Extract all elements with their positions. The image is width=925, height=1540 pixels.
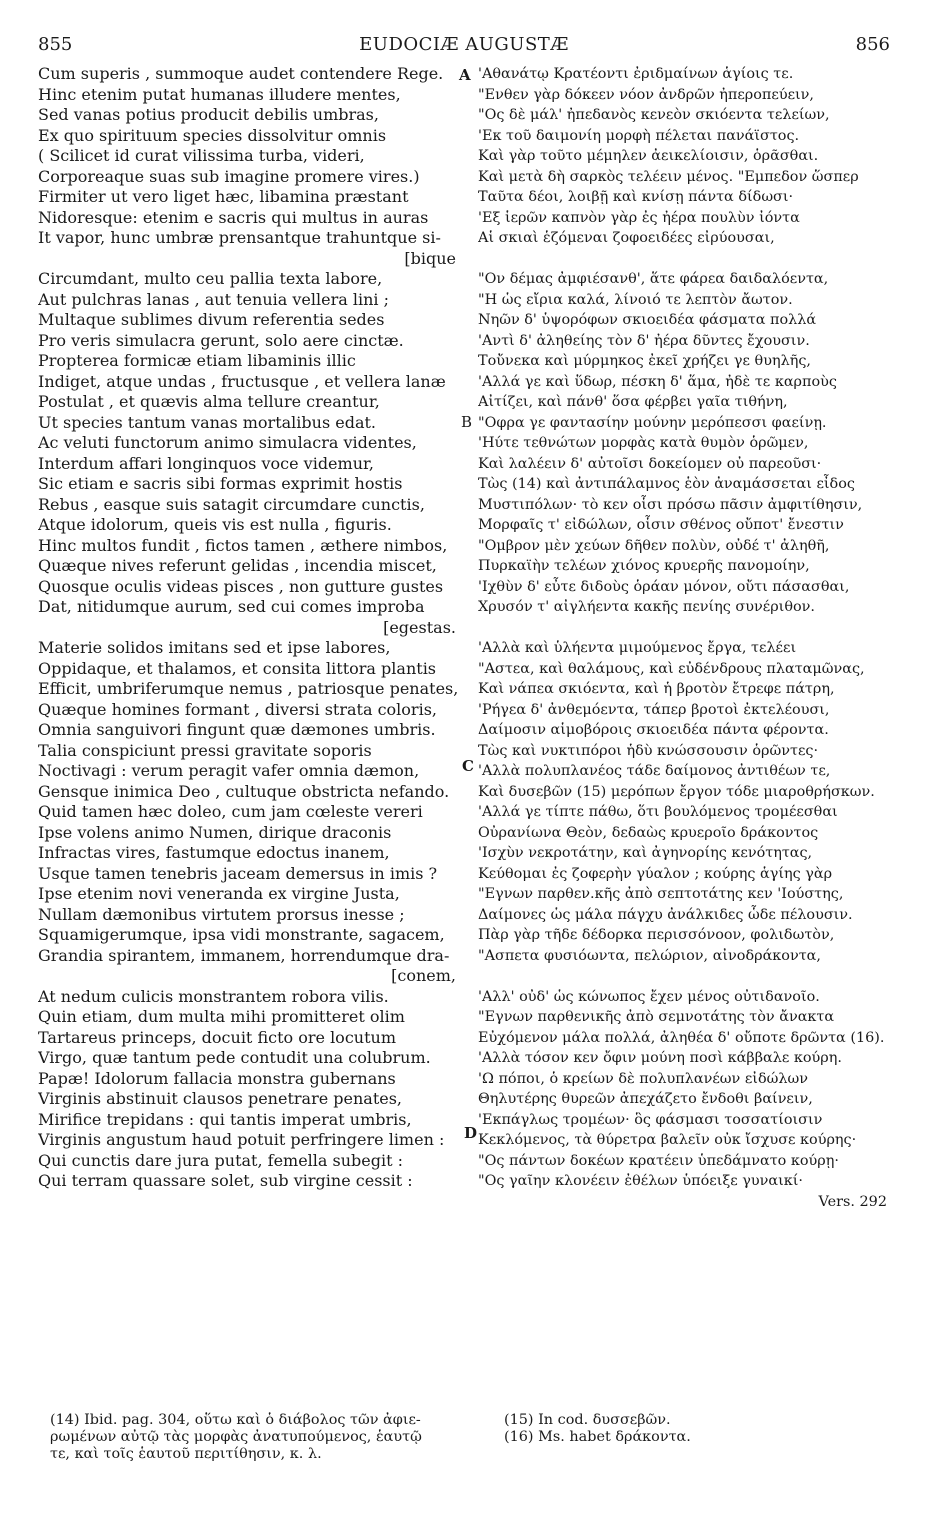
latin-verse-line: Papæ! Idolorum fallacia monstra gubernans <box>38 1068 396 1088</box>
greek-verse-line: Δαίμονες ὡς μάλα πάγχυ ἀνάλκιδες ὧδε πέλουσιν. <box>478 906 853 923</box>
latin-verse-line: Corporeaque suas sub imagine promere vires.) <box>38 166 420 186</box>
greek-verse-line <box>478 966 893 987</box>
section-marker-b: B <box>461 413 473 431</box>
greek-verse-line: Αἰτίζει, καὶ πάνθ' ὅσα φέρβει γαῖα τιθήνη, <box>478 394 788 410</box>
latin-verse-line: Aut pulchras lanas , aut tenuia vellera lini ; <box>38 289 389 309</box>
greek-verse-line: Καὶ μετὰ δὴ σαρκὸς τελέειν μένος. "Εμπεδον ὥσπερ <box>478 168 859 185</box>
latin-verse-line: Dat, nitidumque aurum, sed cui comes improba <box>38 597 425 616</box>
greek-verse-line: 'Αντὶ δ' ἀληθείης τὸν δ' ἠέρα δῦντες ἔχουσιν. <box>478 332 810 349</box>
section-marker-a: A <box>459 66 471 84</box>
latin-verse-line: Propterea formicæ etiam libaminis illic <box>38 351 356 370</box>
greek-verse-line: Κεύθομαι ἐς ζοφερὴν γύαλον ; κούρης ἁγίης γὰρ <box>478 865 833 882</box>
latin-verse-line: Infractas vires, fastumque edoctus inanem, <box>38 843 390 862</box>
latin-column <box>38 64 458 1192</box>
latin-verse-line: Hinc multos fundit , fictos tamen , æthere nimbos, <box>38 535 448 555</box>
greek-verse-line: 'Ηύτε τεθνώτων μορφὰς κατὰ θυμὸν ὁρῶμεν, <box>478 435 809 451</box>
greek-verse-line: Νηῶν δ' ὑψορόφων σκιοειδέα φάσματα πολλά <box>478 312 817 328</box>
greek-verse-line: 'Αλλ' οὐδ' ὡς κώνωπος ἔχεν μένος οὐτιδανοῖο. <box>478 988 820 1005</box>
latin-verse-line: Squamigerumque, ipsa vidi monstrante, sagacem, <box>38 925 445 944</box>
greek-verse-line: "Εγνων παρθενικῆς ἀπὸ σεμνοτάτης τὸν ἄνακτα <box>478 1009 835 1025</box>
latin-verse-line: Interdum affari longinquos voce videmur, <box>38 453 374 473</box>
footnote-line: (14) Ibid. pag. 304, οὕτω καὶ ὁ διάβολος τῶν ἀφιε- <box>50 1412 421 1428</box>
latin-verse-line: Omnia sanguivori fingunt quæ dæmones umbris. <box>38 720 436 739</box>
greek-verse-line: "Ος δὲ μάλ' ἠπεδανὸς κενεὸν σκιόεντα τελείων, <box>478 107 830 123</box>
greek-verse-line: Καὶ γὰρ τοῦτο μέμηλεν ἀεικελίοισιν, ὁρᾶσθαι. <box>478 148 819 164</box>
latin-verse-line: Pro veris simulacra gerunt, solo aere cinctæ. <box>38 330 404 350</box>
latin-verse-line: Virginis angustum haud potuit perfringere limen : <box>38 1130 445 1149</box>
latin-verse-line: Ac veluti functorum animo simulacra videntes, <box>38 433 417 452</box>
latin-verse-line: Qui cunctis dare jura putat, femella subegit : <box>38 1150 404 1170</box>
greek-verse-line: "Οφρα γε φαντασίην μούνην μερόπεσσι φαείνῃ. <box>478 414 827 431</box>
greek-column <box>478 64 893 1212</box>
greek-verse-line: Ταῦτα δέοι, λοιβῇ καὶ κνίσῃ πάντα δίδωσι· <box>478 189 794 205</box>
greek-verse-line: Πὰρ γὰρ τῆδε δέδορκα περισσόνοον, φολιδωτὸν, <box>478 927 835 943</box>
greek-verse-line <box>478 249 893 270</box>
latin-verse-line: Multaque sublimes divum referentia sedes <box>38 310 385 329</box>
latin-verse-line: Circumdant, multo ceu pallia texta labore, <box>38 269 383 288</box>
latin-verse-line: Ex quo spirituum species dissolvitur omnis <box>38 125 387 145</box>
latin-verse-line: Usque tamen tenebris jaceam demersus in imis ? <box>38 863 438 883</box>
section-marker-c: C <box>462 757 474 775</box>
footnotes-left <box>50 1412 470 1463</box>
latin-verse-line: Materie solidos imitans sed et ipse labores, <box>38 638 391 657</box>
latin-verse-line: Ut species tantum vanas mortalibus edat. <box>38 412 377 432</box>
latin-verse-line: Quosque oculis videas pisces , non gutture gustes <box>38 576 444 596</box>
greek-verse-line: 'Ιχθὺν δ' εὖτε διδοὺς ὁράαν μόνον, οὔτι πάσασθαι, <box>478 578 850 595</box>
greek-verse-line: 'Αλλὰ πολυπλανέος τάδε δαίμονος ἀντιθέων τε, <box>478 763 831 779</box>
greek-verse-line: 'Αλλά γε τίπτε πάθω, ὅτι βουλόμενος τρομέεσθαι <box>478 804 838 820</box>
greek-verse-line: 'Αλλὰ καὶ ὑλήεντα μιμούμενος ἔργα, τελέει <box>478 640 797 656</box>
page-number-right: 856 <box>855 34 890 55</box>
greek-verse-line: 'Ρήγεα δ' ἀνθεμόεντα, τάπερ βροτοὶ ἐκτελέουσι, <box>478 701 830 718</box>
latin-verse-line: Cum superis , summoque audet contendere Rege. <box>38 64 444 83</box>
section-marker-d: D <box>464 1124 478 1142</box>
latin-verse-line: Virginis abstinuit clausos penetrare penates, <box>38 1089 403 1108</box>
greek-verse-line: 'Αλλά γε καὶ ὕδωρ, πέσκη δ' ἅμα, ἠδὲ τε καρποὺς <box>478 373 837 390</box>
latin-verse-line: Efficit, umbriferumque nemus , patriosque penates, <box>38 679 458 698</box>
latin-verse-line: Quin etiam, dum multa mihi promitteret olim <box>38 1007 405 1026</box>
latin-verse-line: Rebus , easque suis satagit circumdare cunctis, <box>38 494 425 514</box>
greek-verse-line: Οὐρανίωνα Θεὸν, δεδαὼς κρυεροῖο δράκοντος <box>478 824 819 841</box>
greek-verse-line: "Ον δέμας ἀμφιέσανθ', ἅτε φάρεα δαιδαλόεντα, <box>478 271 829 287</box>
greek-verse-line: "Ασπετα φυσιόωντα, πελώριον, αἰνοδράκοντα, <box>478 947 821 964</box>
latin-verse-line: Quæque homines formant , diversi strata coloris, <box>38 699 437 719</box>
latin-verse-line: Quid tamen hæc doleo, cum jam cœleste vereri <box>38 802 423 821</box>
greek-verse-line: Πυρκαϊὴν τελέων χιόνος κρυερῆς πανομοίην, <box>478 558 810 574</box>
latin-verse-line: Talia conspiciunt pressi gravitate soporis <box>38 740 372 760</box>
page-number-left: 855 <box>38 34 73 55</box>
greek-verse-line: Δαίμοσιν αἱμοβόροις σκιοειδέα πάντα φέροντα. <box>478 722 829 738</box>
latin-verse-line: Indiget, atque undas , fructusque , et vellera lanæ <box>38 371 446 391</box>
latin-verse-line: Noctivagi : verum peragit vafer omnia dæmon, <box>38 761 420 780</box>
greek-verse-line: "Ενθεν γὰρ δόκεεν νόον ἀνδρῶν ἠπεροπεύειν, <box>478 86 815 103</box>
latin-verse-line: Tartareus princeps, docuit ficto ore locutum <box>38 1027 396 1047</box>
greek-verse-line: Μορφαῖς τ' εἰδώλων, οἷσιν σθένος οὔποτ' ἔνεστιν <box>478 517 844 533</box>
latin-verse-line: Ipse etenim novi veneranda ex virgine Justa, <box>38 884 400 903</box>
latin-verse-line: Postulat , et quævis alma tellure creantur, <box>38 392 380 411</box>
greek-verse-line: Χρυσόν τ' αἰγλήεντα κακῆς πενίης συνέριθον. <box>478 599 815 615</box>
greek-verse-line: 'Ισχὺν νεκροτάτην, καὶ ἀγηνορίης κενότητας, <box>478 845 813 861</box>
latin-verse-line: It vapor, hunc umbræ prensantque trahuntque si- <box>38 228 441 247</box>
greek-verse-line: Καὶ λαλέειν δ' αὐτοῖσι δοκείομεν οὐ παρεοῦσι· <box>478 455 822 472</box>
latin-verse-line: Gensque inimica Deo , cultuque obstricta nefando. <box>38 781 450 801</box>
greek-verse-line: 'Εκπάγλως τρομέων· ὃς φάσμασι τοσσατίοισιν <box>478 1111 823 1128</box>
greek-verse-line: Τὼς (14) καὶ ἀντιπάλαμνος ἑὸν ἀναμάσσεται εἶδος <box>478 476 855 492</box>
latin-verse-line: Firmiter ut vero liget hæc, libamina præstant <box>38 187 409 206</box>
latin-verse-line: Ipse volens animo Numen, dirique draconis <box>38 822 392 842</box>
greek-verse-line: Τὼς καὶ νυκτιπόροι ἡδὺ κνώσσουσιν ὁρῶντες· <box>478 742 819 759</box>
greek-verse-line: 'Αλλὰ τόσον κεν ὄφιν μούνη ποσὶ κάββαλε κούρη. <box>478 1050 842 1066</box>
latin-verse-line: Atque idolorum, queis vis est nulla , figuris. <box>38 515 392 534</box>
greek-verse-line: 'Εξ ἱερῶν καπνὸν γὰρ ἐς ἠέρα πουλὺν ἰόντα <box>478 209 800 226</box>
latin-verse-line: Quæque nives referunt gelidas , incendia miscet, <box>38 556 437 575</box>
greek-verse-line: "Η ὡς εἴρια καλά, λίνοιό τε λεπτὸν ἄωτον. <box>478 291 793 308</box>
latin-verse-line: Mirifice trepidans : qui tantis imperat umbris, <box>38 1109 412 1129</box>
latin-verse-line: At nedum culicis monstrantem robora vilis. <box>38 986 389 1006</box>
latin-verse-line: Grandia spirantem, immanem, horrendumque dra- <box>38 945 450 965</box>
greek-verse-line: Θηλυτέρης θυρεῶν ἀπεχάζετο ἔνδοθι βαίνειν, <box>478 1091 813 1107</box>
latin-verse-line: Qui terram quassare solet, sub virgine cessit : <box>38 1171 413 1190</box>
latin-verse-line: ( Scilicet id curat vilissima turba, videri, <box>38 146 365 165</box>
latin-verse-line: Virgo, quæ tantum pede contudit una colubrum. <box>38 1048 431 1067</box>
latin-verse-line: Nidoresque: etenim e sacris qui multus in auras <box>38 207 429 227</box>
greek-verse-line <box>478 618 893 639</box>
latin-verse-line: [egestas. <box>383 617 456 637</box>
footnote-line: (16) Ms. habet δράκοντα. <box>504 1429 691 1445</box>
footnote-line: ρωμένων αὐτῷ τὰς μορφὰς ἀνατυπούμενος, ἑαυτῷ <box>50 1429 422 1445</box>
greek-verse-line: Αἱ σκιαὶ ἑζόμεναι ζοφοειδέες εἰρύουσαι, <box>478 230 775 246</box>
greek-verse-line: "Ος πάντων δοκέων κρατέειν ὑπεδάμνατο κούρῃ· <box>478 1152 839 1169</box>
running-title: EUDOCIÆ AUGUSTÆ <box>359 34 569 55</box>
latin-verse-line: Sic etiam e sacris sibi formas exprimit hostis <box>38 474 403 493</box>
greek-verse-line: Καὶ νάπεα σκιόεντα, καὶ ἡ βροτὸν ἔτρεφε πάτρη, <box>478 681 835 697</box>
greek-verse-line: 'Αθανάτῳ Κρατέοντι ἐριδμαίνων ἁγίοις τε. <box>478 66 794 82</box>
greek-verse-line: Μυστιπόλων· τὸ κεν οἷσι πρόσω πᾶσιν ἀμφιτίθησιν, <box>478 496 863 513</box>
footnote-line: (15) In cod. δυσσεβῶν. <box>504 1412 671 1428</box>
latin-verse-line: [conem, <box>391 966 456 985</box>
greek-verse-line: 'Εκ τοῦ δαιμονίη μορφὴ πέλεται πανάϊστος. <box>478 127 800 144</box>
footnotes-right <box>504 1412 894 1446</box>
greek-verse-line: 'Ω πόποι, ὁ κρείων δὲ πολυπλανέων εἰδώλων <box>478 1070 808 1087</box>
greek-verse-line: Καὶ δυσεβῶν (15) μερόπων ἔργον τόδε μιαροθρήσκων. <box>478 783 875 800</box>
greek-verse-line: "Ομβρον μὲν χεύων δῆθεν πολὺν, οὐδέ τ' ἀληθῆ, <box>478 537 830 554</box>
greek-verse-line: Εὐχόμενον μάλα πολλά, ἀληθέα δ' οὔποτε δρῶντα (16). <box>478 1029 885 1046</box>
latin-verse-line: Nullam dæmonibus virtutem prorsus inesse ; <box>38 904 405 924</box>
greek-verse-line: "Αστεα, καὶ θαλάμους, καὶ εὐδένδρους πλαταμῶνας, <box>478 660 865 677</box>
greek-verse-line: Κεκλόμενος, τὰ θύρετρα βαλεῖν οὐκ ἴσχυσε κούρης· <box>478 1132 857 1148</box>
greek-verse-line: "Ος γαῖην κλονέειν ἐθέλων ὑπόειξε γυναικί· <box>478 1173 803 1189</box>
latin-verse-line: Oppidaque, et thalamos, et consita littora plantis <box>38 658 437 678</box>
greek-verse-line: Vers. 292 <box>818 1193 887 1210</box>
latin-verse-line: Hinc etenim putat humanas illudere mentes, <box>38 84 401 104</box>
greek-verse-line: Τοὔνεκα καὶ μύρμηκος ἐκεῖ χρήζει γε θυηλῆς, <box>478 353 811 369</box>
footnote-line: τε, καὶ τοῖς ἑαυτοῦ περιτίθησιν, κ. λ. <box>50 1446 322 1462</box>
page-header <box>38 34 890 64</box>
latin-verse-line: Sed vanas potius producit debilis umbras, <box>38 105 379 124</box>
latin-verse-line: [bique <box>404 248 456 268</box>
greek-verse-line: "Εγνων παρθεν.κῆς ἀπὸ σεπτοτάτης κεν 'Ιούστης, <box>478 886 844 902</box>
